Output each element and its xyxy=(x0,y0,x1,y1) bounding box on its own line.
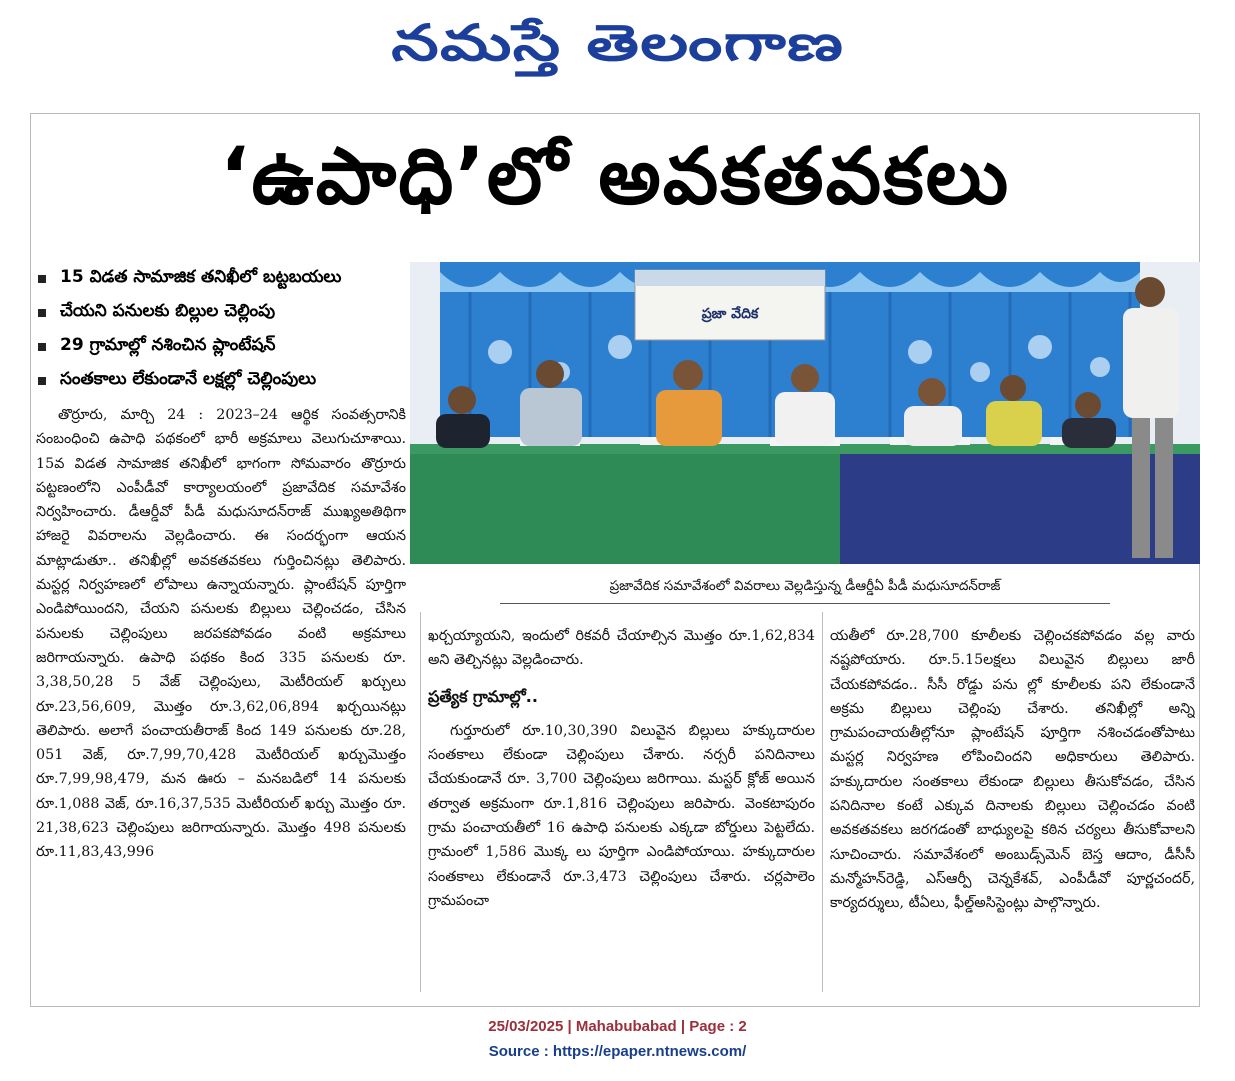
article-column-2 xyxy=(428,624,815,993)
square-bullet-icon xyxy=(38,275,46,283)
caption-underline xyxy=(500,603,1110,604)
square-bullet-icon xyxy=(38,343,46,351)
highlight-item xyxy=(34,262,406,296)
article-column-3 xyxy=(830,624,1195,993)
article-paragraph: ఖర్చయ్యాయని, ఇందులో రికవరీ చేయాల్సిన మొత్తం రూ.1,62,834 అని తెల్చినట్లు వెల్లడించారు. xyxy=(428,628,815,669)
highlight-text: 29 గ్రామాల్లో నశించిన ప్లాంటేషన్ xyxy=(60,335,276,355)
highlight-item xyxy=(34,364,406,398)
newspaper-logo: నమస్తే తెలంగాణ xyxy=(390,13,845,72)
masthead xyxy=(0,0,1235,98)
article-paragraph: తొర్రూరు, మార్చి 24 : 2023–24 ఆర్థిక సంవత్సరానికి సంబంధించి ఉపాధి పథకంలో భారీ అక్రమాలు వెలుగుచూశాయి. 15వ విడత సామాజిక తనిఖీలో భాగంగా సోమవారం తొర్రూరు పట్టణంలోని ఎంపీడీవో కార్యాలయంలో ప్రజావేదిక సమావేశం నిర్వహించారు. డీఆర్డీవో పీడీ మధుసూదన్‌రాజ్ ముఖ్యఅతిథిగా హాజరై వివరాలను వెల్లడించారు. ఈ సందర్భంగా ఆయన మాట్లాడుతూ.. తనిఖీల్లో అవకతవకలు గుర్తించినట్లు తెలిపారు. మస్టర్ల నిర్వహణలో లోపాలు ఉన్నాయన్నారు. ప్లాంటేషన్ పూర్తిగా ఎండిపోయిందని, చేయని పనులకు బిల్లులు చెల్లించడం, చేసిన పనులకు చెల్లింపులు జరపకపోవడం వంటి అక్రమాలు జరిగాయన్నారు. ఉపాధి పథకం కింద 335 పనులకు రూ. 3,38,50,28 5 వేజ్ చెల్లింపులు, మెటీరియల్ ఖర్చులు రూ.23,56,609, మొత్తం రూ.3,62,06,894 ఖర్చయినట్లు తెలిపారు. అలాగే పంచాయతీరాజ్ కింద 149 పనులకు రూ.28, 051 వెజ్, రూ.7,99,70,428 మెటీరియల్ ఖర్చుమొత్తం రూ.7,99,98,479, మన ఊరు – మనబడిలో 14 పనులకు రూ.1,088 వెజ్, రూ.16,37,535 మెటీరియల్ ఖర్చు మొత్తం రూ. 21,38,623 చెల్లింపులు జరిగాయన్నారు. మొత్తం 498 పనులకు రూ.11,83,43,996 xyxy=(36,407,406,861)
highlight-item xyxy=(34,330,406,364)
news-photo xyxy=(410,262,1200,564)
edition-date-line: 25/03/2025 | Mahabubabad | Page : 2 xyxy=(488,1018,747,1035)
article-paragraph: గుర్తూరులో రూ.10,30,390 విలువైన బిల్లులు హక్కుదారుల సంతకాలు లేకుండా చెల్లింపులు చేశారు. నర్సరీ పనిదినాలు చేయకుండానే రూ. 3,700 చెల్లింపులు జరిగాయి. మస్టర్ క్లోజ్ అయిన తర్వాత అక్రమంగా రూ.1,816 చెల్లింపులు జరిపారు. వెంకటాపురం గ్రామ పంచాయతీలో 16 ఉపాధి పనులకు ఎక్కడా బోర్డులు పెట్టలేదు. గ్రామంలో 1,586 మొక్క లు పూర్తిగా ఎండిపోయాయి. హక్కుదారుల సంతకాలు లేకుండానే రూ.3,473 చెల్లింపులు చేశారు. చర్లపాలెం గ్రామపంచా xyxy=(428,722,815,909)
highlight-item xyxy=(34,296,406,330)
highlight-text: 15 విడత సామాజిక తనిఖీలో బట్టబయలు xyxy=(60,267,342,287)
banner-text: ప్రజా వేదిక xyxy=(701,306,759,322)
section-subheading: ప్రత్యేక గ్రామాల్లో.. xyxy=(428,686,538,706)
headline: ‘ఉపాధి’లో అవకతవకలు xyxy=(219,131,1011,222)
square-bullet-icon xyxy=(38,309,46,317)
highlight-text: చేయని పనులకు బిల్లుల చెల్లింపు xyxy=(60,301,276,321)
column-divider xyxy=(420,612,421,992)
highlight-text: సంతకాలు లేకుండానే లక్షల్లో చెల్లింపులు xyxy=(60,369,317,389)
photo-caption: ప్రజావేదిక సమావేశంలో వివరాలు వెల్లడిస్తున్న డీఆర్డీఏ పీడీ మధుసూదన్‌రాజ్ xyxy=(609,577,1001,594)
square-bullet-icon xyxy=(38,377,46,385)
article-column-1 xyxy=(36,403,406,993)
column-divider xyxy=(822,612,823,992)
highlights-list xyxy=(34,262,406,398)
source-url-line: Source : https://epaper.ntnews.com/ xyxy=(488,1043,747,1060)
article-paragraph: యతీలో రూ.28,700 కూలీలకు చెల్లించకపోవడం వల్ల వారు నష్టపోయారు. రూ.5.15లక్షలు విలువైన బిల్లులు జారీ చేయకపోవడం.. సీసీ రోడ్డు పను ల్లో కూలీలకు పని లేకుండానే అక్రమ బిల్లులు చెల్లింపు చేశారు. తనిఖీల్లో అన్ని గ్రామపంచాయతీల్లోనూ ప్లాంటేషన్ పూర్తిగా నశించడంతోపాటు మస్టర్ల నిర్వహణ లోపించిందని అధికారులు తెలిపారు. హక్కుదారుల సంతకాలు లేకుండా బిల్లులు తీసుకోవడం, చేసిన పనిదినాల కంటే ఎక్కువ దినాలకు బిల్లులు చెల్లించడం వంటి అవకతవకలు జరగడంతో బాధ్యులపై కఠిన చర్యలు తీసుకోవాలని సూచించారు. సమావేశంలో అంబుడ్స్‌మెన్ బెస్త ఆదాం, డీసీసీ మన్మోహన్‌రెడ్డి, ఎస్ఆర్పీ చెన్నకేశవ్, ఎంపీడీవో పూర్ణచందర్, కార్యదర్శులు, టీఏలు, ఫీల్డ్‌అసిస్టెంట్లు పాల్గొన్నారు. xyxy=(830,628,1195,912)
meeting-photo-illustration xyxy=(410,262,1200,564)
